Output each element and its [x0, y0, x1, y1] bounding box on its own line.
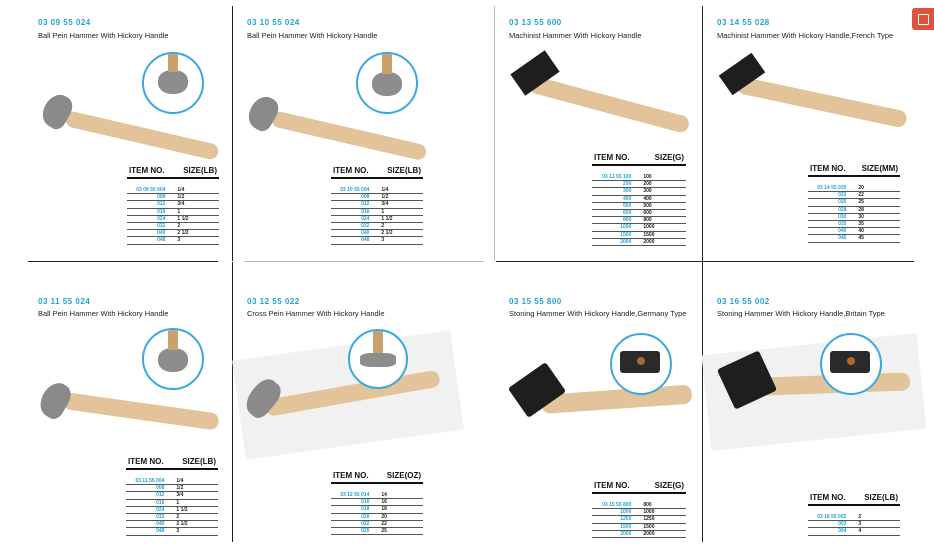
- size-cell: 25: [381, 527, 387, 534]
- size-cell: 1/2: [177, 194, 185, 201]
- item-number-cell: 03 10 55 004: [340, 187, 370, 193]
- size-cell: 100: [643, 174, 652, 180]
- hickory-handle: [270, 110, 428, 161]
- item-number-cell: 600: [623, 209, 632, 216]
- item-number-cell: 024: [157, 215, 166, 222]
- size-cell: 14: [381, 492, 387, 498]
- size-cell: 600: [643, 209, 652, 216]
- item-number-cell: 025: [361, 527, 370, 534]
- item-number-cell: 040: [157, 230, 166, 237]
- hickory-handle: [528, 75, 691, 134]
- item-number-cell: 012: [361, 201, 370, 208]
- table-row: [126, 492, 218, 499]
- column-divider: [702, 6, 703, 261]
- table-header-item: ITEM NO.: [333, 166, 369, 175]
- spec-table: [592, 150, 686, 246]
- table-header-item: ITEM NO.: [333, 471, 369, 480]
- item-number-cell: 200: [623, 181, 632, 188]
- table-row: [808, 199, 900, 206]
- table-row: [592, 502, 686, 509]
- size-cell: 4: [858, 528, 862, 535]
- table-row: [331, 187, 423, 194]
- table-row: [592, 203, 686, 210]
- table-row: [126, 485, 218, 492]
- table-row: [592, 224, 686, 231]
- product-code: 03 15 55 800: [509, 297, 562, 306]
- item-number-cell: 008: [156, 485, 165, 492]
- table-header-size: SIZE(MM): [861, 164, 898, 173]
- table-row: [331, 194, 423, 201]
- table-row: [126, 521, 218, 528]
- table-row: [592, 232, 686, 239]
- item-number-cell: 008: [361, 194, 370, 201]
- item-number-cell: 022: [838, 192, 847, 199]
- item-number-cell: 032: [156, 513, 165, 520]
- item-number-cell: 012: [156, 492, 165, 499]
- item-number-cell: 012: [157, 201, 166, 208]
- table-header-size: SIZE(LB): [387, 166, 421, 175]
- hammer-head: [35, 378, 76, 422]
- item-number-cell: 018: [361, 506, 370, 513]
- size-cell: 200: [643, 181, 652, 188]
- table-row: [331, 209, 423, 216]
- size-cell: 800: [643, 502, 652, 508]
- table-header-item: ITEM NO.: [594, 481, 630, 490]
- table-header-size: SIZE(OZ): [386, 471, 421, 480]
- table-row: [592, 181, 686, 188]
- table-row: [126, 500, 218, 507]
- hammer-head: [243, 92, 283, 134]
- table-row: [331, 201, 423, 208]
- table-row: [126, 528, 218, 535]
- size-cell: 22: [858, 192, 864, 199]
- row-divider: [496, 261, 914, 262]
- detail-circle: [348, 329, 408, 389]
- size-cell: 1/2: [381, 194, 389, 201]
- size-cell: 2000: [643, 238, 655, 245]
- table-row: [808, 521, 900, 528]
- table-header-item: ITEM NO.: [810, 493, 846, 502]
- item-number-cell: 1250: [620, 516, 632, 523]
- table-row: [127, 237, 219, 244]
- item-number-cell: 032: [157, 222, 166, 229]
- table-row: [808, 528, 900, 535]
- table-row: [808, 214, 900, 221]
- table-row: [331, 492, 423, 499]
- size-cell: 1/4: [176, 478, 184, 484]
- spec-table: [127, 163, 219, 245]
- column-divider: [232, 6, 233, 261]
- table-row: [331, 237, 423, 244]
- size-cell: 16: [381, 499, 387, 506]
- table-row: [808, 235, 900, 242]
- size-cell: 25: [858, 199, 864, 206]
- column-divider: [702, 262, 703, 542]
- product-code: 03 12 55 022: [247, 297, 300, 306]
- size-cell: 1 1/2: [177, 215, 189, 222]
- item-number-cell: 016: [157, 208, 166, 215]
- item-number-cell: 040: [361, 230, 370, 237]
- table-row: [126, 478, 218, 485]
- size-cell: 300: [643, 188, 652, 195]
- item-number-cell: 004: [838, 528, 847, 535]
- item-number-cell: 003: [838, 521, 847, 528]
- item-number-cell: 028: [838, 206, 847, 213]
- detail-circle: [142, 52, 204, 114]
- size-cell: 3: [176, 528, 180, 535]
- item-number-cell: 1000: [620, 509, 632, 516]
- product-title: Ball Pein Hammer With Hickory Handle: [38, 309, 169, 318]
- item-number-cell: 020: [361, 513, 370, 520]
- table-header-size: SIZE(LB): [182, 457, 216, 466]
- size-cell: 2: [177, 222, 181, 229]
- hickory-handle: [63, 392, 220, 431]
- table-row: [592, 174, 686, 181]
- size-cell: 1/4: [177, 187, 185, 193]
- table-row: [592, 239, 686, 246]
- item-number-cell: 03 14 55 020: [817, 185, 847, 191]
- size-cell: 1000: [643, 224, 655, 231]
- detail-circle: [356, 52, 418, 114]
- size-cell: 2: [381, 222, 385, 229]
- size-cell: 1/4: [381, 187, 389, 193]
- size-cell: 3: [177, 237, 181, 244]
- product-title: Ball Pein Hammer With Hickory Handle: [38, 31, 169, 40]
- table-row: [127, 187, 219, 194]
- table-row: [592, 196, 686, 203]
- table-row: [331, 521, 423, 528]
- size-cell: 1: [176, 499, 180, 506]
- item-number-cell: 016: [361, 499, 370, 506]
- table-row: [592, 531, 686, 538]
- size-cell: 2: [858, 514, 862, 520]
- item-number-cell: 024: [156, 506, 165, 513]
- item-number-cell: 03 15 55 800: [602, 502, 632, 508]
- table-row: [592, 217, 686, 224]
- table-header-item: ITEM NO.: [129, 166, 165, 175]
- table-row: [808, 221, 900, 228]
- spec-table: [331, 468, 423, 535]
- product-code: 03 11 55 024: [38, 297, 91, 306]
- table-row: [808, 192, 900, 199]
- detail-circle: [820, 333, 882, 395]
- item-number-cell: 800: [623, 217, 632, 224]
- item-number-cell: 03 12 55 014: [340, 492, 370, 498]
- table-header-size: SIZE(LB): [183, 166, 217, 175]
- spec-table: [592, 478, 686, 538]
- table-header-item: ITEM NO.: [128, 457, 164, 466]
- size-cell: 3/4: [177, 201, 185, 208]
- product-title: Machinist Hammer With Hickory Handle,French Type: [717, 31, 894, 40]
- size-cell: 3/4: [381, 201, 389, 208]
- size-cell: 45: [858, 235, 864, 242]
- item-number-cell: 2000: [620, 530, 632, 537]
- pdf-export-icon[interactable]: [912, 8, 934, 30]
- size-cell: 2 1/2: [381, 230, 393, 237]
- table-row: [592, 516, 686, 523]
- item-number-cell: 032: [361, 222, 370, 229]
- size-cell: 500: [643, 202, 652, 209]
- table-header-size: SIZE(LB): [864, 493, 898, 502]
- table-row: [127, 223, 219, 230]
- table-row: [592, 524, 686, 531]
- item-number-cell: 016: [361, 208, 370, 215]
- spec-table: [808, 490, 900, 536]
- product-title: Machinist Hammer With Hickory Handle: [509, 31, 642, 40]
- table-row: [331, 230, 423, 237]
- size-cell: 1000: [643, 509, 655, 516]
- item-number-cell: 03 16 55 002: [817, 514, 847, 520]
- detail-circle: [142, 328, 204, 390]
- hickory-handle: [736, 76, 908, 128]
- product-title: Cross Pein Hammer With Hickory Handle: [247, 309, 385, 318]
- size-cell: 40: [858, 228, 864, 235]
- size-cell: 3: [858, 521, 862, 528]
- size-cell: 2: [176, 513, 180, 520]
- table-row: [127, 194, 219, 201]
- size-cell: 28: [858, 206, 864, 213]
- item-number-cell: 048: [361, 237, 370, 244]
- item-number-cell: 03 13 55 100: [602, 174, 632, 180]
- table-header-size: SIZE(G): [654, 481, 684, 490]
- size-cell: 20: [858, 185, 864, 191]
- size-cell: 3: [381, 237, 385, 244]
- item-number-cell: 03 09 55 004: [136, 187, 166, 193]
- item-number-cell: 008: [157, 194, 166, 201]
- product-code: 03 09 55 024: [38, 18, 91, 27]
- size-cell: 3/4: [176, 492, 184, 499]
- table-row: [127, 230, 219, 237]
- size-cell: 2000: [643, 530, 655, 537]
- table-row: [592, 509, 686, 516]
- item-number-cell: 024: [361, 215, 370, 222]
- item-number-cell: 022: [361, 520, 370, 527]
- detail-circle: [610, 333, 672, 395]
- table-row: [331, 216, 423, 223]
- table-row: [331, 223, 423, 230]
- spec-table: [126, 454, 218, 536]
- item-number-cell: 2000: [620, 238, 632, 245]
- size-cell: 35: [858, 220, 864, 227]
- table-row: [127, 216, 219, 223]
- table-header-item: ITEM NO.: [810, 164, 846, 173]
- table-row: [808, 185, 900, 192]
- size-cell: 2 1/2: [177, 230, 189, 237]
- item-number-cell: 500: [623, 202, 632, 209]
- item-number-cell: 045: [838, 235, 847, 242]
- size-cell: 1500: [643, 523, 655, 530]
- column-divider: [494, 6, 495, 261]
- table-row: [331, 514, 423, 521]
- product-code: 03 14 55 028: [717, 18, 770, 27]
- size-cell: 800: [643, 217, 652, 224]
- size-cell: 18: [381, 506, 387, 513]
- table-row: [808, 228, 900, 235]
- item-number-cell: 040: [838, 228, 847, 235]
- item-number-cell: 040: [156, 521, 165, 528]
- table-row: [126, 514, 218, 521]
- item-number-cell: 400: [623, 195, 632, 202]
- table-header-item: ITEM NO.: [594, 153, 630, 162]
- table-row: [127, 201, 219, 208]
- item-number-cell: 016: [156, 499, 165, 506]
- size-cell: 1 1/2: [176, 506, 188, 513]
- item-number-cell: 035: [838, 220, 847, 227]
- product-title: Ball Pein Hammer With Hickory Handle: [247, 31, 378, 40]
- item-number-cell: 1000: [620, 224, 632, 231]
- row-divider: [28, 261, 218, 262]
- hickory-handle: [64, 110, 220, 161]
- table-row: [331, 528, 423, 535]
- size-cell: 1: [177, 208, 181, 215]
- spec-table: [331, 163, 423, 245]
- table-row: [127, 209, 219, 216]
- table-row: [808, 207, 900, 214]
- spec-table: [808, 161, 900, 243]
- table-row: [331, 499, 423, 506]
- item-number-cell: 1500: [620, 523, 632, 530]
- size-cell: 20: [381, 513, 387, 520]
- size-cell: 1250: [643, 516, 655, 523]
- product-code: 03 10 55 024: [247, 18, 300, 27]
- table-row: [331, 506, 423, 513]
- item-number-cell: 025: [838, 199, 847, 206]
- size-cell: 2 1/2: [176, 521, 188, 528]
- item-number-cell: 030: [838, 213, 847, 220]
- product-code: 03 16 55 002: [717, 297, 770, 306]
- column-divider: [232, 262, 233, 542]
- item-number-cell: 03 11 55 004: [135, 478, 165, 484]
- item-number-cell: 048: [157, 237, 166, 244]
- row-divider: [244, 261, 484, 262]
- size-cell: 30: [858, 213, 864, 220]
- table-row: [592, 210, 686, 217]
- size-cell: 22: [381, 520, 387, 527]
- table-header-size: SIZE(G): [654, 153, 684, 162]
- item-number-cell: 1500: [620, 231, 632, 238]
- size-cell: 1: [381, 208, 385, 215]
- size-cell: 1500: [643, 231, 655, 238]
- size-cell: 1/2: [176, 485, 184, 492]
- item-number-cell: 048: [156, 528, 165, 535]
- item-number-cell: 300: [623, 188, 632, 195]
- table-row: [126, 507, 218, 514]
- size-cell: 1 1/2: [381, 215, 393, 222]
- table-row: [592, 188, 686, 195]
- size-cell: 400: [643, 195, 652, 202]
- product-code: 03 13 55 600: [509, 18, 562, 27]
- table-row: [808, 514, 900, 521]
- product-title: Stoning Hammer With Hickory Handle,Germany Type: [509, 309, 687, 318]
- product-title: Stoning Hammer With Hickory Handle,Britain Type: [717, 309, 885, 318]
